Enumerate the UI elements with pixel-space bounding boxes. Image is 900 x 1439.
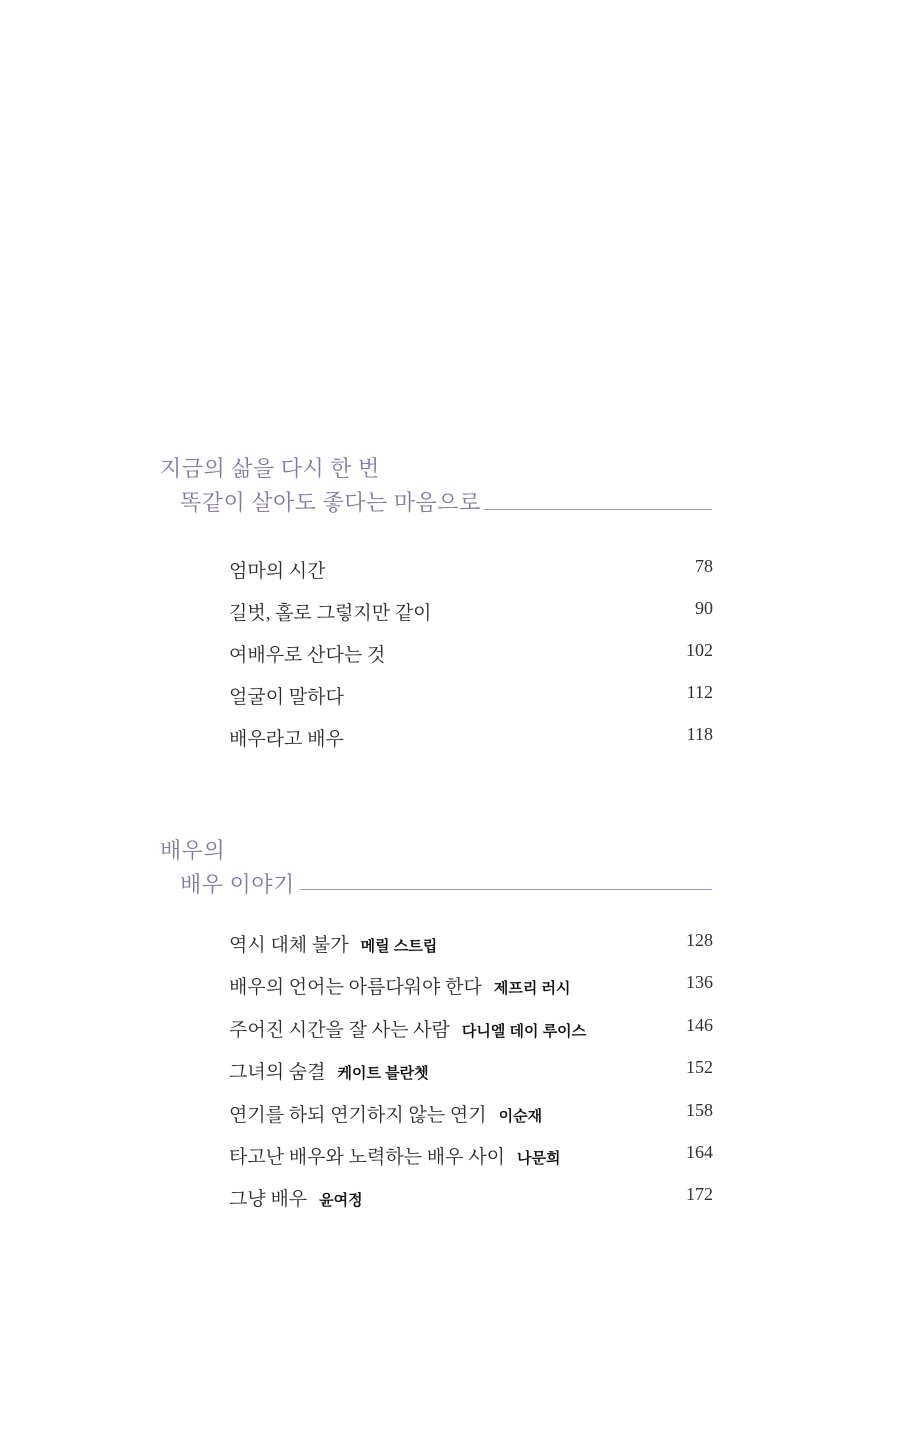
entry-title: 역시 대체 불가 [229, 935, 349, 956]
entry-page-number: 128 [686, 930, 713, 950]
entry-page-number: 112 [686, 682, 713, 702]
entry-title: 그녀의 숨결 [229, 1062, 326, 1083]
entry-title-wrap [229, 972, 570, 999]
toc-entry[interactable] [229, 1057, 713, 1087]
toc-entry[interactable] [229, 556, 713, 586]
entry-person-name: 윤여정 [319, 1192, 363, 1209]
heading-rule [300, 889, 712, 890]
entry-page-number: 136 [686, 972, 713, 992]
entry-title: 엄마의 시간 [229, 561, 326, 582]
toc-entry[interactable] [229, 640, 713, 670]
entry-title: 주어진 시간을 잘 사는 사람 [229, 1020, 450, 1041]
section-heading-line1: 배우의 [160, 838, 226, 863]
toc-entry[interactable] [229, 1015, 713, 1045]
entry-title-wrap [229, 640, 385, 667]
entry-title: 그냥 배우 [229, 1189, 308, 1210]
entry-page-number: 102 [686, 640, 713, 660]
entry-title-wrap [229, 930, 437, 957]
entry-title-wrap [229, 1057, 429, 1084]
entry-title: 길벗, 홀로 그렇지만 같이 [229, 603, 432, 624]
toc-entry[interactable] [229, 598, 713, 628]
toc-entry[interactable] [229, 1184, 713, 1214]
entry-person-name: 이순재 [498, 1108, 543, 1125]
entry-title: 연기를 하되 연기하지 않는 연기 [229, 1105, 487, 1126]
entry-title-wrap [229, 682, 344, 709]
entry-title-wrap [229, 1184, 363, 1211]
entry-person-name: 메릴 스트립 [360, 938, 438, 955]
section-heading-line1: 지금의 삶을 다시 한 번 [160, 456, 380, 481]
entry-title-wrap [229, 724, 344, 751]
entry-person-name: 다니엘 데이 루이스 [461, 1023, 587, 1040]
entry-page-number: 164 [686, 1142, 713, 1162]
entry-title-wrap [229, 1100, 542, 1127]
entry-page-number: 152 [686, 1057, 713, 1077]
heading-rule [484, 509, 712, 510]
entry-page-number: 146 [686, 1015, 713, 1035]
entry-page-number: 90 [695, 598, 713, 618]
section-heading-line2: 배우 이야기 [180, 872, 295, 897]
entry-title-wrap [229, 1015, 586, 1042]
entry-page-number: 172 [686, 1184, 713, 1204]
entry-title-wrap [229, 1142, 560, 1169]
toc-entry[interactable] [229, 1100, 713, 1130]
entry-title-wrap [229, 556, 326, 583]
section-heading-line2: 똑같이 살아도 좋다는 마음으로 [180, 490, 481, 515]
entry-title: 얼굴이 말하다 [229, 687, 344, 708]
toc-entry[interactable] [229, 930, 713, 960]
entry-person-name: 제프리 러시 [493, 980, 571, 997]
toc-entry[interactable] [229, 972, 713, 1002]
entry-title: 배우라고 배우 [229, 729, 344, 750]
toc-entry[interactable] [229, 724, 713, 754]
toc-entry[interactable] [229, 1142, 713, 1172]
toc-entry[interactable] [229, 682, 713, 712]
entry-page-number: 78 [695, 556, 713, 576]
entry-page-number: 158 [686, 1100, 713, 1120]
entry-person-name: 나문희 [516, 1150, 561, 1167]
entry-title: 배우의 언어는 아름다워야 한다 [229, 977, 482, 998]
entry-title: 여배우로 산다는 것 [229, 645, 386, 666]
entry-person-name: 케이트 블란쳇 [337, 1065, 429, 1082]
entry-title-wrap [229, 598, 432, 625]
entry-page-number: 118 [686, 724, 713, 744]
entry-title: 타고난 배우와 노력하는 배우 사이 [229, 1147, 505, 1168]
